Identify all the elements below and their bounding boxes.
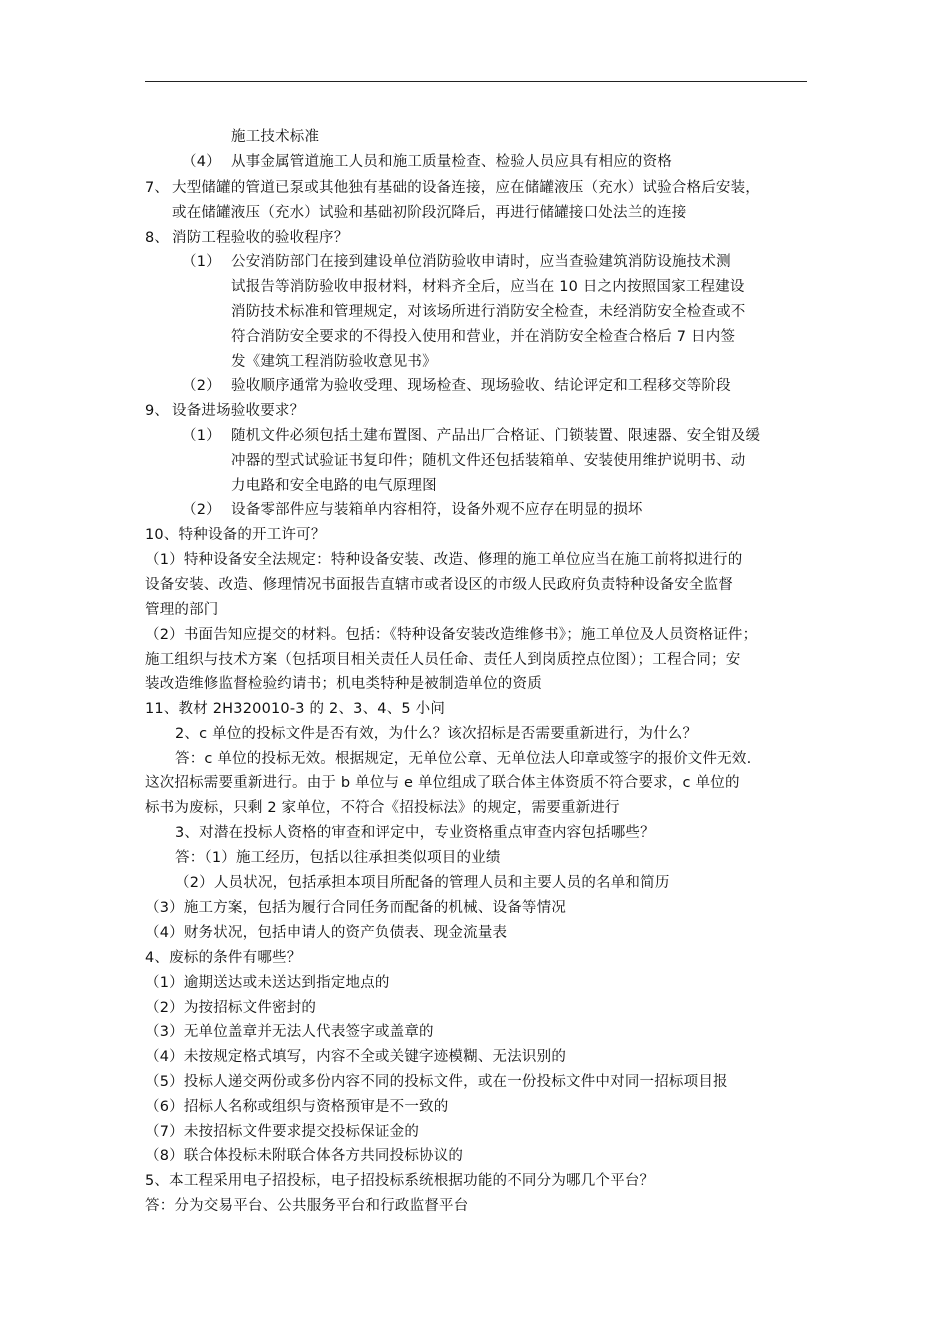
text-line: （2）人员状况，包括承担本项目所配备的管理人员和主要人员的名单和简历 xyxy=(175,875,670,891)
list-item-number: （1） xyxy=(182,428,221,444)
text-line: 符合消防安全要求的不得投入使用和营业，并在消防安全检查合格后 7 日内签 xyxy=(231,329,736,345)
text-line: 设备零部件应与装箱单内容相符，设备外观不应存在明显的损坏 xyxy=(231,502,643,518)
text-line: 标书为废标，只剩 2 家单位，不符合《招投标法》的规定，需要重新进行 xyxy=(145,800,620,816)
text-line: （2）书面告知应提交的材料。包括：《特种设备安装改造维修书》；施工单位及人员资格证件； xyxy=(145,627,758,643)
text-line: 随机文件必须包括土建布置图、产品出厂合格证、门锁装置、限速器、安全钳及缓 xyxy=(231,428,761,444)
text-line: 冲器的型式试验证书复印件；随机文件还包括装箱单、安装使用维护说明书、动 xyxy=(231,453,746,469)
section-question: 11、教材 2H320010-3 的 2、3、4、5 小问 xyxy=(145,701,446,717)
list-item: （1）逾期送达或未送达到指定地点的 xyxy=(145,975,390,991)
list-item: （7）未按招标文件要求提交投标保证金的 xyxy=(145,1124,420,1140)
section-question: 消防工程验收的验收程序？ xyxy=(172,230,349,246)
list-item-number: （2） xyxy=(182,502,221,518)
text-line: 设备安装、改造、修理情况书面报告直辖市或者设区的市级人民政府负责特种设备安全监督 xyxy=(145,577,733,593)
list-item-number: 7、 xyxy=(145,180,170,196)
answer: 答：（1）施工经历，包括以往承担类似项目的业绩 xyxy=(175,850,501,866)
text-line: 施工技术标准 xyxy=(231,129,320,145)
text-line: 管理的部门 xyxy=(145,602,219,618)
text-line: 消防技术标准和管理规定，对该场所进行消防安全检查，未经消防安全检查或不 xyxy=(231,304,746,320)
text-line: 从事金属管道施工人员和施工质量检查、检验人员应具有相应的资格 xyxy=(231,154,672,170)
text-line: （4）财务状况，包括申请人的资产负债表、现金流量表 xyxy=(145,925,508,941)
list-item: （6）招标人名称或组织与资格预审是不一致的 xyxy=(145,1099,449,1115)
question: 4、废标的条件有哪些？ xyxy=(145,950,302,966)
text-line: 施工组织与技术方案（包括项目相关责任人员任命、责任人到岗质控点位图）；工程合同；安 xyxy=(145,652,741,668)
text-line: 力电路和安全电路的电气原理图 xyxy=(231,478,437,494)
question: 5、本工程采用电子招投标，电子招投标系统根据功能的不同分为哪几个平台？ xyxy=(145,1173,655,1189)
text-line: 试报告等消防验收申报材料，材料齐全后，应当在 10 日之内按照国家工程建设 xyxy=(231,279,745,295)
answer: 答：c 单位的投标无效。根据规定，无单位公章、无单位法人印章或签字的报价文件无效. xyxy=(175,751,752,767)
text-line: 这次招标需要重新进行。由于 b 单位与 e 单位组成了联合体主体资质不符合要求，c 单位的 xyxy=(145,775,740,791)
text-line: 验收顺序通常为验收受理、现场检查、现场验收、结论评定和工程移交等阶段 xyxy=(231,378,731,394)
section-question: 10、特种设备的开工许可？ xyxy=(145,527,326,543)
text-line: （3）施工方案，包括为履行合同任务而配备的机械、设备等情况 xyxy=(145,900,567,916)
list-item-number: （4） xyxy=(182,154,221,170)
list-item-number: 8、 xyxy=(145,230,170,246)
list-item: （8）联合体投标未附联合体各方共同投标协议的 xyxy=(145,1148,464,1164)
list-item-number: 9、 xyxy=(145,403,170,419)
question: 2、c 单位的投标文件是否有效，为什么？该次招标是否需要重新进行，为什么？ xyxy=(175,726,698,742)
list-item: （3）无单位盖章并无法人代表签字或盖章的 xyxy=(145,1024,434,1040)
list-item: （4）未按规定格式填写，内容不全或关键字迹模糊、无法识别的 xyxy=(145,1049,567,1065)
text-line: 发《建筑工程消防验收意见书》 xyxy=(231,354,437,370)
text-line: （1）特种设备安全法规定：特种设备安装、改造、修理的施工单位应当在施工前将拟进行的 xyxy=(145,552,743,568)
list-item-number: （2） xyxy=(182,378,221,394)
list-item: （2）为按招标文件密封的 xyxy=(145,1000,317,1016)
text-line: 或在储罐液压（充水）试验和基础初阶段沉降后，再进行储罐接口处法兰的连接 xyxy=(172,205,687,221)
text-line: 公安消防部门在接到建设单位消防验收申请时，应当查验建筑消防设施技术测 xyxy=(231,254,731,270)
text-line: 大型储罐的管道已泵或其他独有基础的设备连接，应在储罐液压（充水）试验合格后安装， xyxy=(172,180,760,196)
question: 3、对潜在投标人资格的审查和评定中，专业资格重点审查内容包括哪些？ xyxy=(175,825,655,841)
header-rule xyxy=(145,81,807,82)
section-question: 设备进场验收要求？ xyxy=(172,403,305,419)
list-item: （5）投标人递交两份或多份内容不同的投标文件，或在一份投标文件中对同一招标项目报 xyxy=(145,1074,728,1090)
answer: 答：分为交易平台、公共服务平台和行政监督平台 xyxy=(145,1198,469,1214)
list-item-number: （1） xyxy=(182,254,221,270)
text-line: 装改造维修监督检验约请书；机电类特种是被制造单位的资质 xyxy=(145,676,542,692)
